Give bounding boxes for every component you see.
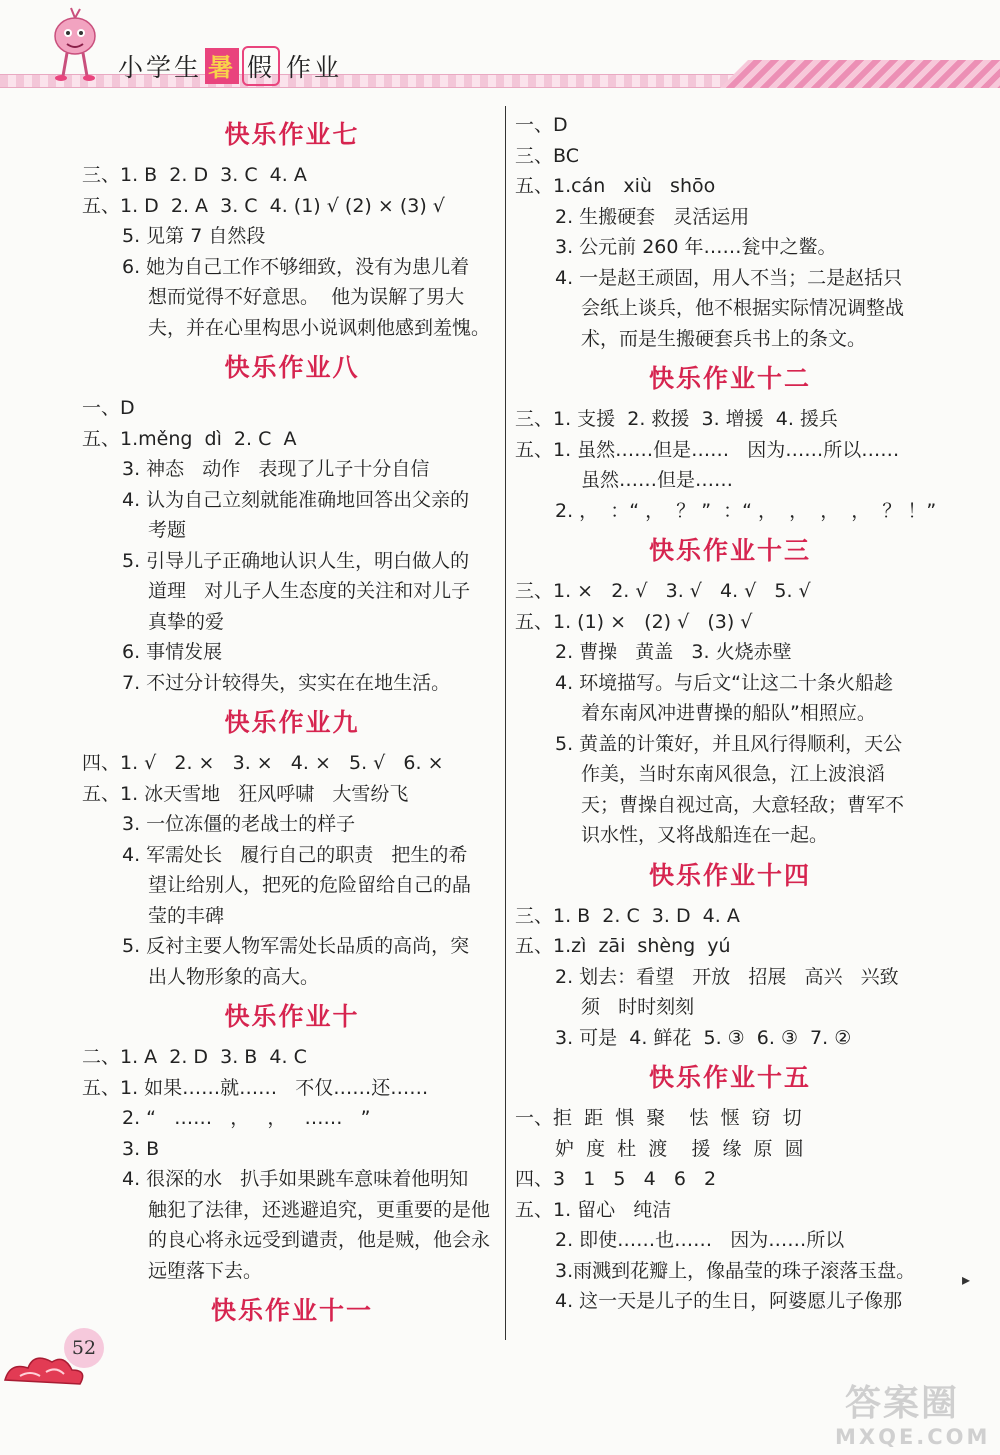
- section-title: 快乐作业十一: [210, 1296, 373, 1325]
- answer-line: 4. 很深的水 扒手如果跳车意味着他明知: [122, 1168, 469, 1190]
- answer-line: 4. 军需处长 履行自己的职责 把生的希: [122, 843, 468, 866]
- page-header: [0, 0, 1000, 100]
- answer-line: 五、1. 虽然……但是…… 因为……所以……: [515, 438, 900, 461]
- answer-line: 触犯了法律，还逃避追究，更重要的是他: [148, 1198, 491, 1221]
- section-title: 快乐作业十五: [648, 1063, 811, 1092]
- header-title-pre: 小学生: [118, 53, 203, 82]
- header-title-highlight-1: 暑: [205, 48, 239, 84]
- header-pink-band: [720, 60, 1000, 88]
- answer-line: 四、3 1 5 4 6 2: [515, 1168, 717, 1190]
- answer-line: 五、1. 冰天雪地 狂风呼啸 大雪纷飞: [82, 782, 409, 805]
- page-number: 52: [64, 1328, 104, 1368]
- answer-line: 会纸上谈兵，他不根据实际情况调整战: [581, 297, 905, 319]
- answer-line: 夫，并在心里构思小说讽刺他感到羞愧。: [148, 316, 491, 339]
- right-answer-column: [515, 110, 945, 1317]
- section-title: 快乐作业十: [224, 1002, 360, 1031]
- answer-line: 3. 一位冻僵的老战士的样子: [122, 813, 356, 835]
- answer-line: 4. 一是赵王顽固，用人不当；二是赵括只: [555, 266, 903, 289]
- section-title: 快乐作业十三: [648, 536, 811, 565]
- answer-line: 2. ， ：“ ， ？ ” ：“ ， ， ， ， ？ ！”: [555, 499, 937, 522]
- answer-line: 4. 这一天是儿子的生日，阿婆愿儿子像那: [555, 1290, 903, 1312]
- section-title: 快乐作业十四: [648, 860, 811, 890]
- answer-line: 五、1. D 2. A 3. C 4. (1) √ (2) × (3) √: [82, 194, 445, 217]
- answer-line: 妒 度 杜 渡 援 缘 原 圆: [555, 1137, 804, 1160]
- answer-line: 2. 划去：看望 开放 招展 高兴 兴致: [555, 965, 899, 988]
- answer-line: 4. 认为自己立刻就能准确地回答出父亲的: [122, 488, 470, 511]
- answer-line: 莹的丰碑: [148, 904, 225, 927]
- answer-line: 6. 她为自己工作不够细致，没有为患儿着: [122, 255, 470, 278]
- answer-line: 术，而是生搬硬套兵书上的条文。: [581, 327, 867, 350]
- answer-line: 出人物形象的高大。: [148, 965, 320, 988]
- answer-line: 2. 即使……也…… 因为……所以: [555, 1229, 845, 1251]
- answer-line: 的良心将永远受到谴责，他是贼，他会永: [148, 1229, 491, 1251]
- section-title: 快乐作业七: [224, 120, 360, 149]
- watermark-logo-text: 答案圈: [845, 1383, 960, 1424]
- section-title: 快乐作业八: [224, 353, 360, 382]
- answer-line: 真挚的爱: [148, 610, 225, 633]
- section-title: 快乐作业十二: [648, 364, 811, 393]
- answer-line: 天；曹操自视过高，大意轻敌；曹军不: [581, 793, 905, 816]
- answer-line: 五、1. 留心 纯洁: [515, 1198, 672, 1221]
- answer-line: 道理 对儿子人生态度的关注和对儿子: [148, 580, 471, 602]
- answer-line: 五、1.cán xiù shōo: [515, 175, 716, 197]
- answer-line: 五、1.zì zāi shèng yú: [515, 935, 731, 957]
- watermark-url: MXQE.COM: [835, 1425, 991, 1449]
- answer-line: 考题: [148, 519, 187, 541]
- answer-line: 一、D: [515, 114, 568, 136]
- answer-line: 3.雨溅到花瓣上，像晶莹的珠子滚落玉盘。: [555, 1259, 916, 1282]
- answer-line: 4. 环境描写。与后文“让这二十条火船趁: [555, 671, 894, 694]
- mascot-icon: [45, 6, 105, 86]
- column-divider: [505, 106, 506, 1340]
- answer-line: 作美，当时东南风很急，江上波浪滔: [581, 763, 886, 785]
- header-title: [118, 46, 342, 86]
- answer-line: 识水性，又将战船连在一起。: [581, 824, 829, 846]
- header-title-post: 作业: [286, 53, 343, 82]
- answer-line: 2. 生搬硬套 灵活运用: [555, 205, 750, 228]
- section-title: 快乐作业九: [224, 708, 360, 737]
- watermark: [825, 1375, 1000, 1455]
- answer-line: 五、1.měng dì 2. C A: [82, 427, 297, 450]
- answer-line: 5. 黄盖的计策好，并且风行得顺利，天公: [555, 732, 903, 755]
- answer-line: 远堕落下去。: [148, 1259, 263, 1282]
- answer-line: 3. 可是 4. 鲜花 5. ③ 6. ③ 7. ②: [555, 1026, 852, 1049]
- answer-line: 虽然……但是……: [581, 469, 734, 491]
- answer-line: 3. 公元前 260 年……瓮中之鳖。: [555, 236, 837, 258]
- answer-line: 三、1. B 2. D 3. C 4. A: [82, 164, 307, 186]
- answer-line: 三、1. × 2. √ 3. √ 4. √ 5. √: [515, 580, 811, 602]
- answer-line: 三、BC: [515, 144, 579, 167]
- answer-line: 五、1. 如果……就…… 不仅……还……: [82, 1076, 429, 1099]
- answer-line: 6. 事情发展: [122, 641, 223, 663]
- header-title-highlight-2: 假: [242, 46, 280, 86]
- answer-line: 二、1. A 2. D 3. B 4. C: [82, 1046, 307, 1068]
- answer-line: 五、1. (1) × (2) √ (3) √: [515, 610, 753, 633]
- answer-line: 5. 引导儿子正确地认识人生，明白做人的: [122, 549, 470, 572]
- answer-line: 三、1. 支援 2. 救援 3. 增援 4. 援兵: [515, 408, 838, 430]
- answer-line: 3. B: [122, 1137, 160, 1160]
- answer-line: 想而觉得不好意思。 他为误解了男大: [148, 286, 465, 308]
- answer-line: 须 时时刻刻: [581, 996, 695, 1018]
- answer-line: 四、1. √ 2. × 3. × 4. × 5. √ 6. ×: [82, 752, 444, 774]
- answer-line: 2. “ …… ， ， …… ”: [122, 1107, 371, 1129]
- continue-arrow-icon: ▸: [962, 1270, 971, 1289]
- answer-line: 着东南风冲进曹操的船队”相照应。: [581, 702, 876, 724]
- answer-line: 7. 不过分计较得失，实实在在地生活。: [122, 671, 451, 694]
- answer-line: 5. 见第 7 自然段: [122, 225, 266, 247]
- answer-line: 5. 反衬主要人物军需处长品质的高尚，突: [122, 935, 470, 957]
- answer-line: 3. 神态 动作 表现了儿子十分自信: [122, 458, 430, 480]
- answer-line: 2. 曹操 黄盖 3. 火烧赤壁: [555, 641, 792, 663]
- answer-line: 一、D: [82, 397, 135, 419]
- answer-line: 三、1. B 2. C 3. D 4. A: [515, 904, 740, 927]
- answer-line: 一、拒 距 惧 聚 怯 惬 窃 切: [515, 1107, 802, 1129]
- answer-line: 望让给别人，把死的危险留给自己的晶: [148, 874, 472, 896]
- left-answer-column: [82, 110, 502, 1336]
